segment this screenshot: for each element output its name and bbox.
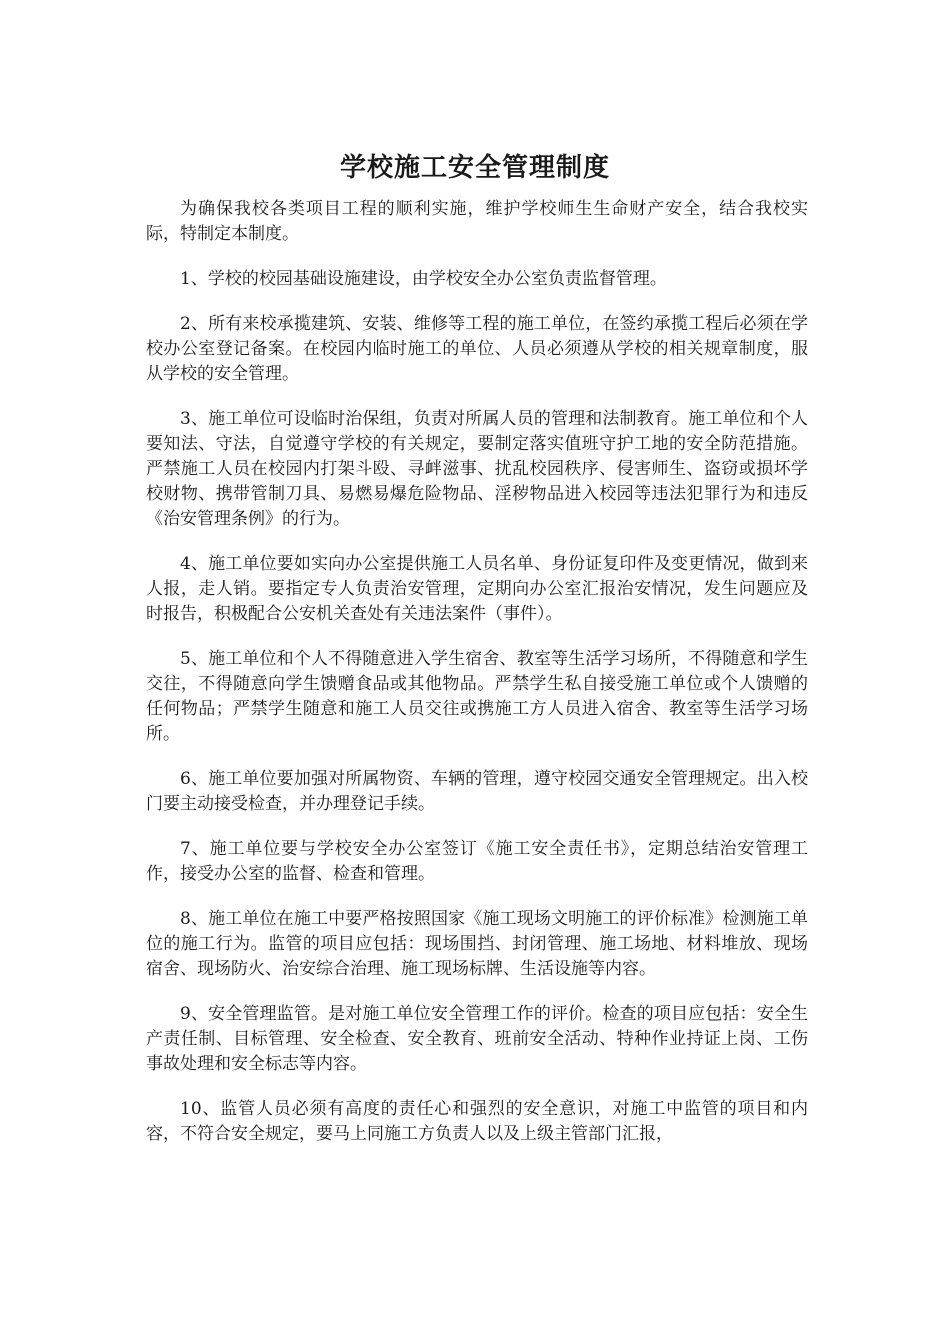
- document-body: [146, 197, 808, 1167]
- clause-2-paragraph: 2、所有来校承揽建筑、安装、维修等工程的施工单位，在签约承揽工程后必须在学校办公室登记备案。在校园内临时施工的单位、人员必须遵从学校的相关规章制度，服从学校的安全管理。: [146, 314, 808, 384]
- clause-1-paragraph: 1、学校的校园基础设施建设，由学校安全办公室负责监督管理。: [180, 269, 667, 289]
- clause-5-paragraph: 5、施工单位和个人不得随意进入学生宿舍、教室等生活学习场所，不得随意和学生交往，不得随意向学生馈赠食品或其他物品。严禁学生私自接受施工单位或个人馈赠的任何物品；严禁学生随意和施工人员交往或携施工方人员进入宿舍、教室等生活学习场所。: [146, 649, 808, 744]
- intro-paragraph: 为确保我校各类项目工程的顺利实施，维护学校师生生命财产安全，结合我校实际，特制定本制度。: [146, 199, 808, 244]
- clause-9-paragraph: 9、安全管理监管。是对施工单位安全管理工作的评价。检查的项目应包括：安全生产责任制、目标管理、安全检查、安全教育、班前安全活动、特种作业持证上岗、工伤事故处理和安全标志等内容。: [146, 1004, 808, 1074]
- clause-8-paragraph: 8、施工单位在施工中要严格按照国家《施工现场文明施工的评价标准》检测施工单位的施工行为。监管的项目应包括：现场围挡、封闭管理、施工场地、材料堆放、现场宿舍、现场防火、治安综合治理、施工现场标牌、生活设施等内容。: [146, 909, 808, 979]
- clause-7-paragraph: 7、施工单位要与学校安全办公室签订《施工安全责任书》，定期总结治安管理工作，接受办公室的监督、检查和管理。: [146, 839, 808, 884]
- clause-3-paragraph: 3、施工单位可设临时治保组，负责对所属人员的管理和法制教育。施工单位和个人要知法、守法，自觉遵守学校的有关规定，要制定落实值班守护工地的安全防范措施。严禁施工人员在校园内打架斗殴、寻衅滋事、扰乱校园秩序、侵害师生、盗窃或损坏学校财物、携带管制刀具、易燃易爆危险物品、淫秽物品进入校园等违法犯罪行为和违反《治安管理条例》的行为。: [146, 409, 808, 529]
- clause-4-paragraph: 4、施工单位要如实向办公室提供施工人员名单、身份证复印件及变更情况，做到来人报，走人销。要指定专人负责治安管理，定期向办公室汇报治安情况，发生问题应及时报告，积极配合公安机关查处有关违法案件（事件）。: [146, 554, 808, 624]
- clause-10-paragraph: 10、监管人员必须有高度的责任心和强烈的安全意识，对施工中监管的项目和内容，不符合安全规定，要马上同施工方负责人以及上级主管部门汇报，: [146, 1099, 808, 1144]
- document-title: 学校施工安全管理制度: [339, 153, 610, 184]
- clause-6-paragraph: 6、施工单位要加强对所属物资、车辆的管理，遵守校园交通安全管理规定。出入校门要主动接受检查，并办理登记手续。: [146, 769, 808, 814]
